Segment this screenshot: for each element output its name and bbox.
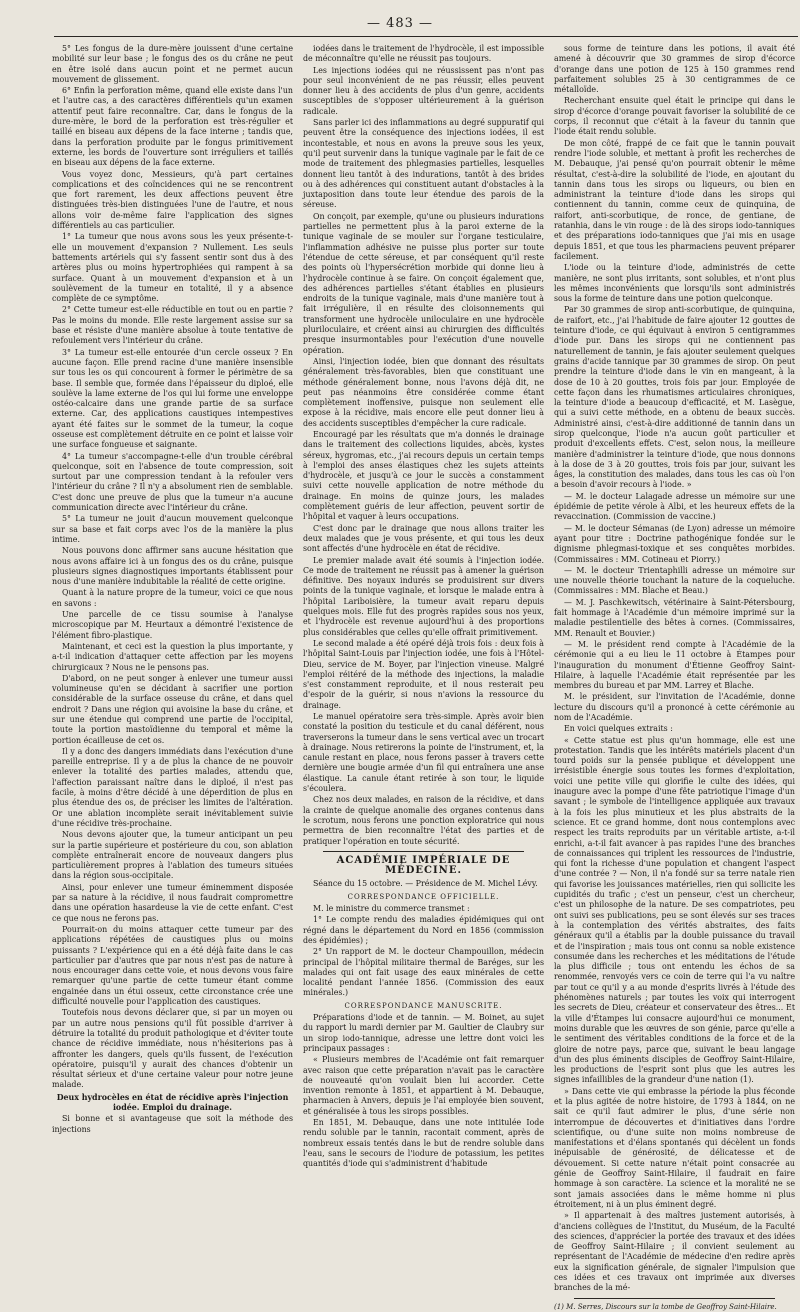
footnote-divider xyxy=(574,1298,775,1299)
column-1 xyxy=(52,44,293,1176)
paragraph: Chez nos deux malades, en raison de la récidive, et dans la crainte de quelque anomalie des organes contenus dans le scrotum, nous ferons une ponction exploratrice qui nous permettra de bien reconnaître l'état des parties et de pratiquer l'opération en toute sécurité. xyxy=(303,795,544,846)
section-divider xyxy=(323,851,524,852)
paragraph: Encouragé par les résultats que m'a donnés le drainage dans le traitement des collections liquides, abcès, kystes séreux, hygromas, etc., j'ai recours depuis un certain temps à l'emploi des anses élastiques chez les sujets atteints d'hydrocèle, et jusqu'à ce jour le succès a constamment suivi cette nouvelle application de notre méthode du drainage. En moins de quinze jours, les malades complètement guéris de leur affection, peuvent sortir de l'hôpital et vaquer à leurs occupations. xyxy=(303,429,544,522)
paragraph: M. le président, sur l'invitation de l'Académie, donne lecture du discours qu'il a prononcé à cette cérémonie au nom de l'Académie. xyxy=(554,692,795,722)
paragraph: On conçoit, par exemple, qu'une ou plusieurs indurations partielles ne permettent plus à la paroi externe de la tunique vaginale de se mouler sur l'organe testiculaire, l'inflammation adhésive ne puisse plus porter sur toute l'étendue de cette séreuse, et par conséquent qu'il reste des points où l'hypersécrétion morbide qui donne lieu à l'hydrocèle continue à se faire. On conçoit également que, des adhérences partielles s'étant établies en plusieurs endroits de la tunique vaginale, mais d'une manière tout à fait irrégulière, il en résulte des cloisonnements qui transforment une hydrocèle uniloculaire en une hydrocèle pluriloculaire, et créent ainsi au chirurgien des difficultés presque insurmontables pour l'exécution d'une nouvelle opération. xyxy=(303,211,544,355)
paragraph: Recherchant ensuite quel était le principe qui dans le sirop d'écorce d'orange pouvait favoriser la solubilité de ce corps, il reconnut que c'était à la faveur du tannin que l'iode était rendu soluble. xyxy=(554,96,795,137)
paragraph: Ainsi, pour enlever une tumeur éminemment disposée par sa nature à la récidive, il nous faudrait compromettre dans une opération hasardeuse la vie de cette enfant. C'est ce que nous ne ferons pas. xyxy=(52,882,293,923)
paragraph: Une parcelle de ce tissu soumise à l'analyse microscopique par M. Heurtaux a démontré l'existence de l'élément fibro-plastique. xyxy=(52,610,293,640)
paragraph: 6° Enfin la perforation même, quand elle existe dans l'un et l'autre cas, a des caractères différentiels qu'un examen attentif peut faire reconnaître. Car, dans le fongus de la dure-mère, le bord de la perforation est très-régulier et taillé en biseau aux dépens de la face interne ; tandis que, dans la perforation produite par le fongus primitivement externe, les bords de l'ouverture sont irréguliers et taillés en biseau aux dépens de la face externe. xyxy=(52,86,293,168)
column-3-body xyxy=(554,44,795,1294)
manuscript-correspondence xyxy=(303,1013,544,1169)
column-3 xyxy=(554,44,795,1311)
paragraph: — M. le président rend compte à l'Académie de la cérémonie qui a eu lieu le 11 octobre à Étampes pour l'inauguration du monument d'Étienne Geoffroy Saint-Hilaire, à laquelle l'Académie était représentée par les membres du bureau et par MM. Larrey et Blache. xyxy=(554,639,795,691)
paragraph: Préparations d'iode et de tannin. — M. Boinet, au sujet du rapport lu mardi dernier par M. Gaultier de Claubry sur un sirop iodo-tannique, adresse une lettre dont voici les principaux passages : xyxy=(303,1013,544,1053)
paragraph: D'abord, on ne peut songer à enlever une tumeur aussi volumineuse qu'en se décidant à sacrifier une portion considérable de la surface osseuse du crâne, et dans quel endroit ? Dans une région qui avoisine la base du crâne, et sur une étendue qui comprend une partie de l'occipital, toute la portion mastoïdienne du temporal et même la portion écailleuse de cet os. xyxy=(52,673,293,745)
official-correspondence xyxy=(303,904,544,999)
paragraph: 1° Le compte rendu des maladies épidémiques qui ont régné dans le département du Nord en 1856 (commission des épidémies) ; xyxy=(303,915,544,945)
paragraph: 3° La tumeur est-elle entourée d'un cercle osseux ? En aucune façon. Elle prend racine d'une manière insensible sur tous les os qui concourent à former le périmètre de sa base. Il semble que, formée dans l'épaisseur du diploé, elle soulève la lame externe de l'os qui lui forme une enveloppe ostéo-calcaire dans une grande partie de sa surface externe. Car, des applications caustiques intempestives ayant été faites sur le sommet de la tumeur, la coque osseuse est complètement détruite en ce point et laisse voir une surface fongueuse et saignante. xyxy=(52,347,293,450)
paragraph: Par 30 grammes de sirop anti-scorbutique, de quinquina, de raifort, etc., j'ai l'habitude de faire ajouter 12 gouttes de teinture d'iode, ce qui équivaut à environ 5 centigrammes d'iode pur. Dans les sirops qui ne contiennent pas naturellement de tannin, je fais ajouter seulement quelques grains d'acide tannique par 30 grammes de sirop. On peut prendre la teinture d'iode dans le vin en mangeant, à la dose de 10 à 20 gouttes, trois fois par jour. Employée de cette façon dans les rhumatismes articulaires chroniques, la teinture d'iode a beaucoup d'efficacité, et M. Lasègue, qui a suivi cette méthode, en a obtenu de beaux succès. Administré ainsi, c'est-à-dire additionné de tannin dans un sirop quelconque, l'iode n'a aucun goût particulier et produit d'excellents effets. C'est, selon nous, la meilleure manière d'administrer la teinture d'iode, que nous donnons à la dose de 3 à 20 gouttes, trois fois par jour, suivant les âges, la constitution des malades, dans tous les cas où l'on a besoin d'avoir recours à l'iode. » xyxy=(554,305,795,490)
paragraph: En voici quelques extraits : xyxy=(564,724,673,734)
paragraph: » Il appartenait à des maîtres justement autorisés, à d'anciens collègues de l'Institut, du Muséum, de la Faculté des sciences, d'apprécier la portée des travaux et des idées de Geoffroy Saint-Hilaire ; il convient seulement au représentant de l'Académie de médecine d'en redire après eux la signification générale, de signaler l'impulsion que ces idées et ces travaux ont imprimée aux diverses branches de la mé- xyxy=(554,1211,795,1293)
paragraph: sous forme de teinture dans les potions, il avait été amené à découvrir que 30 grammes de sirop d'écorce d'orange dans une potion de 125 à 150 grammes rend parfaitement solubles 25 à 30 centigrammes de ce métalloïde. xyxy=(554,44,795,95)
column-1-body xyxy=(52,44,293,1091)
page-number: — 483 — xyxy=(366,16,434,31)
paragraph: 2° Cette tumeur est-elle réductible en tout ou en partie ? Pas le moins du monde. Elle reste largement assise sur sa base et résiste d'une manière absolue à toute tentative de refoulement vers l'intérieur du crâne. xyxy=(52,305,293,346)
paragraph: Le second malade a été opéré déjà trois fois : deux fois à l'hôpital Saint-Louis par l'injection iodée, une fois à l'Hôtel-Dieu, service de M. Boyer, par l'injection vineuse. Malgré l'emploi réitéré de la méthode des injections, la maladie s'est constamment reproduite, et il nous resterait peu d'espoir de la guérir, si nous n'avions la ressource du drainage. xyxy=(303,638,544,710)
paragraph: Quant à la nature propre de la tumeur, voici ce que nous en savons : xyxy=(52,588,293,608)
paragraph: 5° La tumeur ne jouit d'aucun mouvement quelconque sur sa base et fait corps avec l'os de la manière la plus intime. xyxy=(52,514,293,544)
paragraph: De mon côté, frappé de ce fait que le tannin pouvait rendre l'iode soluble, et mettant à profit les recherches de M. Debauque, j'ai pensé qu'on pourrait obtenir le même résultat, c'est-à-dire la solubilité de l'iode, en ajoutant du tannin dans tous les sirops ou liqueurs, ou bien en administrant la teinture d'iode dans les sirops qui contiennent du tannin, comme ceux de quinquina, de raifort, anti-scorbutique, de ronce, de gentiane, de ratanhia, dans le vin rouge : de là des sirops iodo-tanniques et des préparations iodo-tanniques que j'ai mis en usage depuis 1851, et que tous les pharmaciens peuvent préparer facilement. xyxy=(554,138,795,261)
paragraph: Maintenant, et ceci est la question la plus importante, y a-t-il indication d'attaquer cette affection par les moyens chirurgicaux ? Nous ne le pensons pas. xyxy=(52,641,293,672)
paragraph: 2° Un rapport de M. le docteur Champouillon, médecin principal de l'hôpital militaire thermal de Baréges, sur les malades qui ont fait usage des eaux minérales de cette localité pendant l'année 1856. (Commission des eaux minérales.) xyxy=(303,947,544,998)
paragraph: 1° La tumeur que nous avons sous les yeux présente-t-elle un mouvement d'expansion ? Nullement. Les seuls battements artériels qui s'y fassent sentir sont dus à des artères plus ou moins hypertrophiées qui rampent à sa surface. Quant à un mouvement d'expansion et à un soulèvement de la tumeur en totalité, il y a absence complète de ce symptôme. xyxy=(52,232,293,304)
paragraph: Le premier malade avait été soumis à l'injection iodée. Ce mode de traitement ne réussit pas à amener la guérison définitive. Des noyaux indurés se produisirent sur divers points de la tunique vaginale, et lorsque le malade entra à l'hôpital Lariboisière, la tumeur avait reparu depuis quelques mois. Elle fut des progrès rapides sous nos yeux, et l'hydrocèle est revenue aujourd'hui à des proportions plus considérables que celles qu'elle offrait primitivement. xyxy=(303,555,544,637)
official-correspondence-title: CORRESPONDANCE OFFICIELLE. xyxy=(347,892,500,901)
paragraph: Sans parler ici des inflammations au degré suppuratif qui peuvent être la conséquence des injections iodées, il est incontestable, et nous en avons la preuve sous les yeux, qu'il peut survenir dans la tunique vaginale par le fait de ce mode de traitement des phlegmasies partielles, lesquelles donnent lieu tantôt à des indurations, tantôt à des brides ou à des adhérences qui constituent autant d'obstacles à la juxtaposition dans toute leur étendue des parois de la séreuse. xyxy=(303,118,544,210)
paragraph: En 1851, M. Debauque, dans une note intitulée Iode rendu soluble par le tannin, racontait comment, après de nombreux essais tentés dans le but de rendre soluble dans l'eau, sans le secours de l'iodure de potassium, les petites quantités d'iode qui s'administrent d'habitude xyxy=(303,1117,544,1169)
paragraph: Nous pouvons donc affirmer sans aucune hésitation que nous avons affaire ici à un fongus des os du crâne, puisque plusieurs signes diagnostiques importants établissent pour nous d'une manière indubitable la réalité de cette origine. xyxy=(52,546,293,587)
paragraph: — M. le docteur Sémanas (de Lyon) adresse un mémoire ayant pour titre : Doctrine pathogénique fondée sur le dignisme phlegmasi-toxique et ses conquêtes morbides. (Commissaires : MM. Cotineau et Piorry.) xyxy=(554,523,795,564)
paragraph: Pourrait-on du moins attaquer cette tumeur par des applications répétées de caustiques plus ou moins puissants ? L'expérience qui en a été déjà faite dans le cas particulier par d'autres que par nous n'est pas de nature à nous encourager dans cette voie, et nous devons vous faire remarquer qu'une partie de cette tumeur étant comme engainée dans un étui osseux, cette circonstance crée une difficulté nouvelle pour l'application des caustiques. xyxy=(52,924,293,1007)
paragraph: Il y a donc des dangers immédiats dans l'exécution d'une pareille entreprise. Il y a de plus la chance de ne pouvoir enlever la totalité des parties malades, attendu que, l'affection paraissant naître dans le diploé, il n'est pas facile, à moins d'être décidé à une déperdition de plus en plus étendue des os, de préciser les limites de l'altération. Or une ablation incomplète serait inévitablement suivie d'une récidive très-prochaine. xyxy=(52,746,293,828)
paragraph: Les injections iodées qui ne réussissent pas n'ont pas pour seul inconvénient de ne pas réussir, elles peuvent donner lieu à des accidents de plus d'un genre, accidents susceptibles de s'opposer ultérieurement à la guérison radicale. xyxy=(303,65,544,116)
paragraph: 5° Les fongus de la dure-mère jouissent d'une certaine mobilité sur leur base ; le fongus des os du crâne ne peut en être isolé dans aucun point et ne permet aucun mouvement de glissement. xyxy=(52,44,293,84)
footnote: (1) M. Serres, Discours sur la tombe de Geoffroy Saint-Hilaire. xyxy=(554,1302,777,1311)
paragraph: « Cette statue est plus qu'un hommage, elle est une protestation. Tandis que les intérêts matériels placent d'un tourd poids sur la pensée publique et développent une irrésistible énergie sous toutes les formes d'exploitation, voici une petite ville qui glorifie le culte des idées, qui inaugure avec la pompe d'une fête patriotique l'image d'un savant ; le symbole de l'intelligence appliquée aux travaux à la fois les plus minutieux et les plus abstraits de la science. Et ce grand homme, dont nous contemplons avec respect les traits reproduits par un véritable artiste, a-t-il enrichi, a-t-il fait avancer à pas rapides l'une des branches de connaissances qui triplent les ressources de l'industrie, qui font la richesse d'une population et changent l'aspect d'une contrée ? — Non, il n'a fondé sur sa terre natale rien qui favorise les jouissances matérielles, rien qui sollicite les cupidités du trafic ; c'est un penseur, c'est un chercheur, c'est un philosophe de la nature. De ses compatriotes, peu ont suivi ses publications, peu se sont élevés sur ses traces à la contemplation des vérités abstraites, des faits généraux qu'il a établis par la double puissance du travail et de l'inspiration ; mais tous ont connu sa noble existence consumée dans les recherches et les méditations de l'étude la plus difficile ; tous ont entendu les échos de sa renommée, renvoyés vers ce coin de terre qui l'a vu naître par tout ce qu'il y a au monde d'esprits livrés à l'étude des phénomènes naturels ; par toutes les voix qui interrogent les secrets de Dieu, créateur et conservateur des êtres... Et la ville d'Étampes lui consacre aujourd'hui ce monument, moins durable que les œuvres de son génie, parce qu'elle a le sentiment des véritables conditions de la force et de la gloire de notre pays, parce que, suivant le beau langage d'un des plus éminents disciples de Geoffroy Saint-Hilaire, les productions de l'esprit sont plus que les autres les signes infaillibles de la grandeur d'une nation (1). xyxy=(554,735,795,1085)
column-2-body xyxy=(303,44,544,847)
header-rule xyxy=(54,36,798,37)
paragraph: L'iode ou la teinture d'iode, administrés de cette manière, ne sont plus irritants, sont solubles, et n'ont plus les mêmes inconvénients que lorsqu'ils sont administrés sous la forme de teinture dans une potion quelconque. xyxy=(554,263,795,304)
paragraph: Vous voyez donc, Messieurs, qu'à part certaines complications et des coïncidences qui ne se rencontrent que fort rarement, les deux affections peuvent être distinguées très-bien distinguées l'une de l'autre, et nous allons voir de-même faire l'application des signes différentiels au cas particulier. xyxy=(52,169,293,231)
paragraph: » Dans cette vie qui embrasse la période la plus féconde et la plus agitée de notre histoire, de 1793 à 1844, on ne sait ce qu'il faut admirer le plus, d'une série non interrompue de découvertes et d'initiatives dans l'ordre scientifique, ou d'une suite non moins nombreuse de manifestations et d'élans spontanés qui décèlent un fonds inépuisable de générosité, de délicatesse et de dévouement. Si cette nature n'était point consacrée au génie de Geoffroy Saint-Hilaire, il faudrait en faire hommage à son caractère. La science et la moralité ne se sont jamais associées dans le même homme ni plus étroitement, ni à un plus éminent degré. xyxy=(554,1086,795,1209)
paragraph: iodées dans le traitement de l'hydrocèle, il est impossible de méconnaître qu'elle ne réussit pas toujours. xyxy=(303,44,544,64)
column-2 xyxy=(303,44,544,1176)
paragraph: — M. le docteur Trientaphilli adresse un mémoire sur une nouvelle théorie touchant la nature de la coqueluche. (Commissaires : MM. Blache et Beau.) xyxy=(554,565,795,596)
paragraph: Toutefois nous devons déclarer que, si par un moyen ou par un autre nous pensions qu'il fût possible d'arriver à détruire la totalité du produit pathologique et d'éviter toute chance de récidive immédiate, nous n'hésiterions pas à affronter les dangers, quels qu'ils fussent, de l'exécution opératoire, puisqu'il y aurait des chances d'obtenir un résultat sérieux et d'une certaine valeur pour notre jeune malade. xyxy=(52,1008,293,1090)
paragraph: C'est donc par le drainage que nous allons traiter les deux malades que je vous présente, et qui tous les deux sont affectés d'une hydrocèle en état de récidive. xyxy=(303,523,544,554)
paragraph: Nous devons ajouter que, la tumeur anticipant un peu sur la partie supérieure et postérieure du cou, son ablation complète entraînerait encore de nouveaux dangers plus particulièrement propres à l'ablation des tumeurs situées dans la région sous-occipitale. xyxy=(52,830,293,881)
manuscript-correspondence-title: CORRESPONDANCE MANUSCRITE. xyxy=(344,1001,503,1010)
paragraph: Ainsi, l'injection iodée, bien que donnant des résultats généralement très-favorables, bien que constituant une méthode généralement bonne, nous l'avons déjà dit, ne peut pas néanmoins être considérée comme étant complètement inoffensive, puisque non seulement elle expose à la récidive, mais encore elle peut donner lieu à des accidents susceptibles d'empêcher la cure radicale. xyxy=(303,356,544,428)
academy-session: Séance du 15 octobre. — Présidence de M. Michel Lévy. xyxy=(313,879,538,889)
paragraph: M. le ministre du commerce transmet : xyxy=(313,904,470,914)
paragraph: « Plusieurs membres de l'Académie ont fait remarquer avec raison que cette préparation n'avait pas le caractère de nouveauté qu'on voulait bien lui accorder. Cette invention remonte à 1851, et appartient à M. Debauque, pharmacien à Anvers, depuis je l'ai employée bien souvent, et généralisée à tous les sirops possibles. xyxy=(303,1055,544,1116)
section-heading-hydrocele: Deux hydrocèles en état de récidive après l'injection iodée. Emploi du drainage. xyxy=(56,1092,289,1112)
paragraph: — M. J. Paschkewitsch, vétérinaire à Saint-Pétersbourg, fait hommage à l'Académie d'un mémoire imprimé sur la maladie pestilentielle des bêtes à cornes. (Commissaires, MM. Renault et Bouvier.) xyxy=(554,597,795,638)
paragraph: 4° La tumeur s'accompagne-t-elle d'un trouble cérébral quelconque, soit en l'absence de toute compression, soit surtout par une compression tendant à la refouler vers l'intérieur du crâne ? Il n'y a absolument rien de semblable. C'est donc une preuve de plus que la tumeur n'a aucune communication directe avec l'intérieur du crâne. xyxy=(52,451,293,513)
column-1-last-paragraph: Si bonne et si avantageuse que soit la méthode des injections xyxy=(52,1114,293,1134)
paragraph: — M. le docteur Lalagade adresse un mémoire sur une épidémie de petite vérole à Albi, et les heureux effets de la revaccination. (Commission de vaccine.) xyxy=(554,491,795,522)
columns xyxy=(52,44,796,1311)
paragraph: Le manuel opératoire sera très-simple. Après avoir bien constaté la position du testicule et du canal déférent, nous traverserons la tumeur dans le sens vertical avec un trocart à drainage. Nous retirerons la pointe de l'instrument, et, la canule restant en place, nous ferons passer à travers cette dernière une bougie armée d'un fil qui entraînera une anse élastique. La canule étant retirée à son tour, le liquide s'écoulera. xyxy=(303,712,544,794)
academy-title: ACADÉMIE IMPÉRIALE DE MÉDECINE. xyxy=(336,854,511,877)
